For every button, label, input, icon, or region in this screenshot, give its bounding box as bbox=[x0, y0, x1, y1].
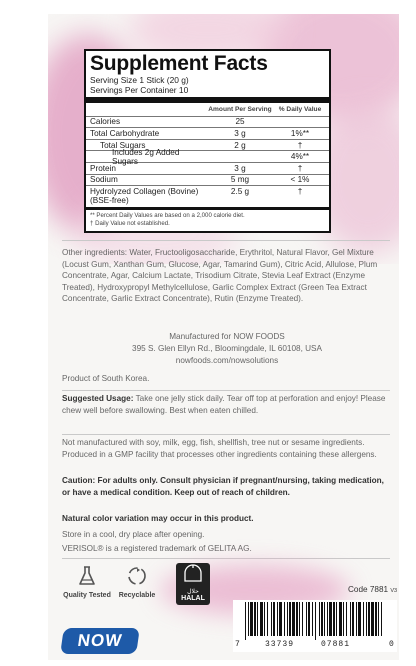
facts-row: Total Carbohydrate 3 g 1%** bbox=[86, 127, 329, 139]
storage-instructions: Store in a cool, dry place after opening. bbox=[62, 530, 205, 539]
facts-row: Total Sugars 2 g † bbox=[86, 139, 329, 151]
halal-badge: حلال HALAL bbox=[176, 563, 210, 605]
suggested-usage: Suggested Usage: Take one jelly stick daily. Tear off top at perforation and enjoy! Please chew well before swallowing. Best when eaten chilled. bbox=[62, 394, 386, 415]
facts-header bbox=[86, 104, 329, 115]
facts-footnotes: ** Percent Daily Values are based on a 2,000 calorie diet. † Daily Value not established. bbox=[90, 212, 245, 228]
quality-tested-badge: Quality Tested bbox=[62, 565, 112, 599]
country-of-origin: Product of South Korea. bbox=[62, 374, 150, 383]
now-brand-logo: NOW bbox=[60, 628, 140, 654]
mosque-icon bbox=[181, 563, 205, 583]
facts-row: Hydrolyzed Collagen (Bovine) (BSE-free) 2.5 g † bbox=[86, 185, 329, 207]
recyclable-badge: Recyclable bbox=[114, 565, 160, 599]
manufacturer-website: nowfoods.com/nowsolutions bbox=[175, 356, 279, 365]
thick-rule bbox=[86, 97, 329, 103]
divider bbox=[62, 240, 390, 241]
barcode: 7 33739 07881 0 bbox=[233, 600, 397, 652]
facts-row: Calories 25 bbox=[86, 116, 329, 128]
other-ingredients: Other ingredients: Water, Fructooligosaccharide, Erythritol, Natural Flavor, Gel Mixture (Locust Gum, Xanthan Gum, Glucose, Agar, Tamarind Gum), Citric Acid, Allulose, Plum Concentrate, Agar, Calcium Lactate, Trisodium Citrate, Stevia Leaf Extract (Enzyme Treated), Hydroxypropyl Methylcellulose, Garlic Complex Extract (Green Tea Extract Concentrate, Garlic Extract Concentrate), Rutin (Enzyme Treated). bbox=[62, 248, 378, 304]
divider bbox=[62, 558, 390, 559]
serving-size: Serving Size 1 Stick (20 g) bbox=[90, 75, 189, 85]
manufacturer-line1: Manufactured for NOW FOODS bbox=[169, 332, 285, 341]
allergen-statement: Not manufactured with soy, milk, egg, fish, shellfish, tree nut or sesame ingredients. Produced in a GMP facility that processes other ingredients containing these allergens. bbox=[62, 438, 377, 459]
flask-icon bbox=[76, 565, 98, 587]
barcode-bars bbox=[233, 600, 397, 640]
supplement-facts-panel bbox=[84, 49, 331, 233]
facts-title: Supplement Facts bbox=[90, 52, 268, 75]
divider bbox=[62, 390, 390, 391]
manufacturer-address: 395 S. Glen Ellyn Rd., Bloomingdale, IL 60108, USA bbox=[132, 344, 322, 353]
amount-header: Amount Per Serving bbox=[208, 106, 272, 114]
product-code: Code 7881 V3 bbox=[348, 585, 398, 594]
servings-per-container: Servings Per Container 10 bbox=[90, 84, 189, 95]
facts-row: Protein 3 g † bbox=[86, 162, 329, 174]
dv-header: % Daily Value bbox=[278, 106, 322, 114]
facts-row: Includes 2g Added Sugars 4%** bbox=[86, 150, 329, 162]
divider bbox=[62, 434, 390, 435]
caution-statement: Caution: For adults only. Consult physician if pregnant/nursing, taking medication, or have a medical condition. Keep out of reach of children. bbox=[62, 476, 384, 497]
trademark-notice: VERISOL® is a registered trademark of GELITA AG. bbox=[62, 544, 252, 553]
recycle-icon bbox=[126, 565, 148, 587]
color-variation-note: Natural color variation may occur in this product. bbox=[62, 514, 254, 523]
facts-row: Sodium 5 mg < 1% bbox=[86, 174, 329, 186]
